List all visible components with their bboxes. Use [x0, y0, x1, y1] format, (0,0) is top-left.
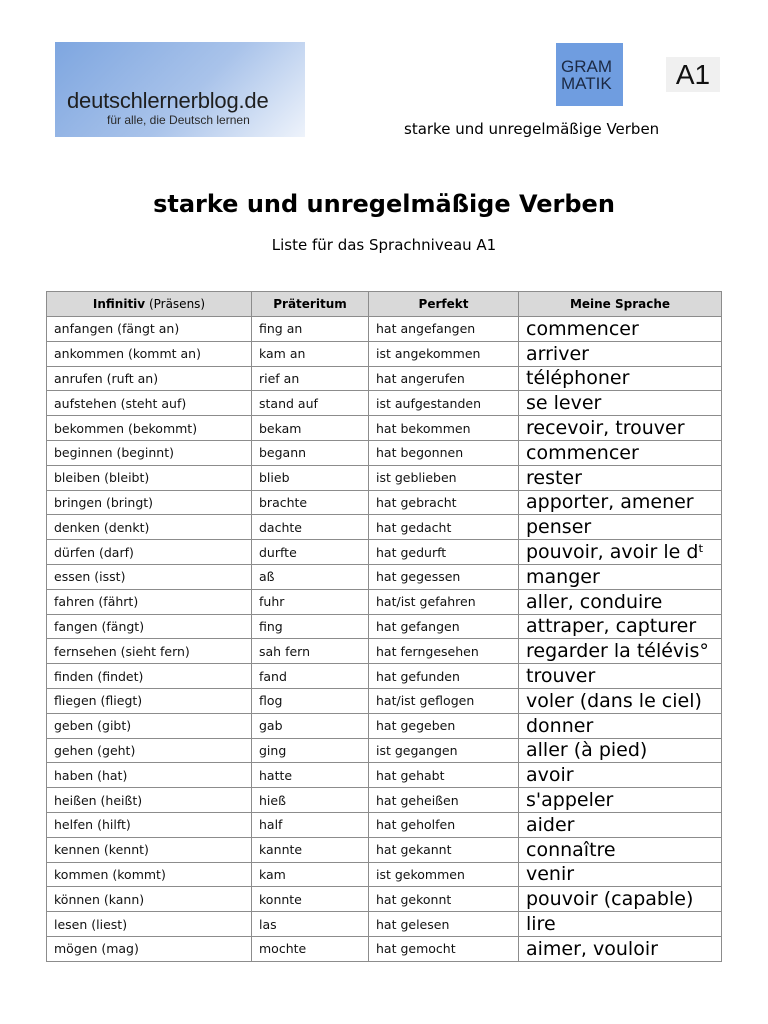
- infinitiv-cell: heißen (heißt): [47, 788, 252, 813]
- prateritum-cell: ging: [252, 738, 369, 763]
- translation-cell: apporter, amener: [519, 490, 722, 515]
- perfekt-cell: hat geheißen: [369, 788, 519, 813]
- prateritum-cell: fand: [252, 664, 369, 689]
- infinitiv-cell: beginnen (beginnt): [47, 440, 252, 465]
- infinitiv-cell: fernsehen (sieht fern): [47, 639, 252, 664]
- page-subtitle: Liste für das Sprachniveau A1: [271, 236, 497, 254]
- translation-cell: avoir: [519, 763, 722, 788]
- translation-cell: voler (dans le ciel): [519, 688, 722, 713]
- infinitiv-cell: bleiben (bleibt): [47, 465, 252, 490]
- prateritum-cell: fing an: [252, 317, 369, 342]
- infinitiv-cell: aufstehen (steht auf): [47, 391, 252, 416]
- table-row: [47, 341, 722, 366]
- prateritum-cell: fuhr: [252, 589, 369, 614]
- table-row: [47, 912, 722, 937]
- infinitiv-cell: essen (isst): [47, 564, 252, 589]
- infinitiv-cell: anfangen (fängt an): [47, 317, 252, 342]
- table-header-row: [47, 292, 722, 317]
- translation-cell: lire: [519, 912, 722, 937]
- table-row: [47, 664, 722, 689]
- verb-table: [46, 291, 722, 962]
- header-infinitiv-note: (Präsens): [145, 297, 206, 311]
- translation-cell: aimer, vouloir: [519, 936, 722, 961]
- prateritum-cell: rief an: [252, 366, 369, 391]
- header-prateritum: Präteritum: [252, 292, 369, 317]
- translation-cell: trouver: [519, 664, 722, 689]
- translation-cell: attraper, capturer: [519, 614, 722, 639]
- infinitiv-cell: finden (findet): [47, 664, 252, 689]
- table-row: [47, 366, 722, 391]
- infinitiv-cell: fliegen (fliegt): [47, 688, 252, 713]
- table-row: [47, 738, 722, 763]
- badge-line-1: GRAM: [561, 56, 612, 76]
- table-row: [47, 589, 722, 614]
- translation-cell: donner: [519, 713, 722, 738]
- blog-logo[interactable]: [55, 42, 305, 137]
- perfekt-cell: hat geholfen: [369, 812, 519, 837]
- translation-cell: se lever: [519, 391, 722, 416]
- infinitiv-cell: bekommen (bekommt): [47, 416, 252, 441]
- perfekt-cell: hat/ist geflogen: [369, 688, 519, 713]
- prateritum-cell: gab: [252, 713, 369, 738]
- table-row: [47, 837, 722, 862]
- translation-cell: manger: [519, 564, 722, 589]
- infinitiv-cell: mögen (mag): [47, 936, 252, 961]
- logo-text: deutschlernerblog.de: [67, 88, 269, 113]
- translation-cell: connaître: [519, 837, 722, 862]
- perfekt-cell: hat gefunden: [369, 664, 519, 689]
- translation-cell: regarder la télévis°: [519, 639, 722, 664]
- infinitiv-cell: ankommen (kommt an): [47, 341, 252, 366]
- table-row: [47, 763, 722, 788]
- prateritum-cell: hatte: [252, 763, 369, 788]
- perfekt-cell: hat gefangen: [369, 614, 519, 639]
- perfekt-cell: ist gekommen: [369, 862, 519, 887]
- level-badge: A1: [666, 57, 720, 92]
- translation-cell: arriver: [519, 341, 722, 366]
- table-row: [47, 465, 722, 490]
- table-row: [47, 812, 722, 837]
- translation-cell: s'appeler: [519, 788, 722, 813]
- perfekt-cell: hat angefangen: [369, 317, 519, 342]
- infinitiv-cell: dürfen (darf): [47, 540, 252, 565]
- prateritum-cell: sah fern: [252, 639, 369, 664]
- perfekt-cell: hat begonnen: [369, 440, 519, 465]
- table-row: [47, 515, 722, 540]
- header-subtitle: starke und unregelmäßige Verben: [404, 120, 660, 138]
- table-row: [47, 564, 722, 589]
- prateritum-cell: durfte: [252, 540, 369, 565]
- perfekt-cell: ist geblieben: [369, 465, 519, 490]
- translation-cell: commencer: [519, 317, 722, 342]
- prateritum-cell: dachte: [252, 515, 369, 540]
- translation-cell: commencer: [519, 440, 722, 465]
- perfekt-cell: ist gegangen: [369, 738, 519, 763]
- prateritum-cell: bekam: [252, 416, 369, 441]
- prateritum-cell: kam: [252, 862, 369, 887]
- table-row: [47, 688, 722, 713]
- infinitiv-cell: lesen (liest): [47, 912, 252, 937]
- translation-cell: aller, conduire: [519, 589, 722, 614]
- table-row: [47, 490, 722, 515]
- translation-cell: téléphoner: [519, 366, 722, 391]
- infinitiv-cell: fahren (fährt): [47, 589, 252, 614]
- perfekt-cell: hat gebracht: [369, 490, 519, 515]
- prateritum-cell: begann: [252, 440, 369, 465]
- table-row: [47, 788, 722, 813]
- infinitiv-cell: können (kann): [47, 887, 252, 912]
- translation-cell: venir: [519, 862, 722, 887]
- table-row: [47, 317, 722, 342]
- translation-cell: recevoir, trouver: [519, 416, 722, 441]
- perfekt-cell: hat gehabt: [369, 763, 519, 788]
- table-row: [47, 639, 722, 664]
- table-row: [47, 416, 722, 441]
- infinitiv-cell: denken (denkt): [47, 515, 252, 540]
- table-row: [47, 614, 722, 639]
- perfekt-cell: hat bekommen: [369, 416, 519, 441]
- perfekt-cell: hat gelesen: [369, 912, 519, 937]
- prateritum-cell: fing: [252, 614, 369, 639]
- prateritum-cell: las: [252, 912, 369, 937]
- prateritum-cell: stand auf: [252, 391, 369, 416]
- prateritum-cell: kannte: [252, 837, 369, 862]
- perfekt-cell: hat ferngesehen: [369, 639, 519, 664]
- prateritum-cell: flog: [252, 688, 369, 713]
- table-row: [47, 862, 722, 887]
- perfekt-cell: hat gegeben: [369, 713, 519, 738]
- table-row: [47, 440, 722, 465]
- header-meine-sprache: Meine Sprache: [519, 292, 722, 317]
- header-perfekt: Perfekt: [369, 292, 519, 317]
- infinitiv-cell: gehen (geht): [47, 738, 252, 763]
- infinitiv-cell: helfen (hilft): [47, 812, 252, 837]
- prateritum-cell: hieß: [252, 788, 369, 813]
- infinitiv-cell: anrufen (ruft an): [47, 366, 252, 391]
- prateritum-cell: half: [252, 812, 369, 837]
- table-row: [47, 540, 722, 565]
- prateritum-cell: kam an: [252, 341, 369, 366]
- perfekt-cell: ist angekommen: [369, 341, 519, 366]
- prateritum-cell: brachte: [252, 490, 369, 515]
- header-infinitiv: [47, 292, 252, 317]
- infinitiv-cell: fangen (fängt): [47, 614, 252, 639]
- infinitiv-cell: bringen (bringt): [47, 490, 252, 515]
- prateritum-cell: blieb: [252, 465, 369, 490]
- translation-cell: pouvoir, avoir le dᵗ: [519, 540, 722, 565]
- translation-cell: aider: [519, 812, 722, 837]
- perfekt-cell: hat gegessen: [369, 564, 519, 589]
- translation-cell: rester: [519, 465, 722, 490]
- infinitiv-cell: kennen (kennt): [47, 837, 252, 862]
- badge-line-2: MATIK: [561, 73, 612, 93]
- infinitiv-cell: kommen (kommt): [47, 862, 252, 887]
- infinitiv-cell: haben (hat): [47, 763, 252, 788]
- perfekt-cell: hat gemocht: [369, 936, 519, 961]
- translation-cell: penser: [519, 515, 722, 540]
- table-row: [47, 887, 722, 912]
- grammatik-badge: [556, 43, 623, 106]
- perfekt-cell: hat angerufen: [369, 366, 519, 391]
- table-row: [47, 936, 722, 961]
- prateritum-cell: mochte: [252, 936, 369, 961]
- table-row: [47, 713, 722, 738]
- header-infinitiv-label: Infinitiv: [92, 297, 146, 311]
- prateritum-cell: aß: [252, 564, 369, 589]
- logo-tagline: für alle, die Deutsch lernen: [107, 113, 250, 127]
- translation-cell: pouvoir (capable): [519, 887, 722, 912]
- perfekt-cell: hat gekonnt: [369, 887, 519, 912]
- perfekt-cell: hat gedacht: [369, 515, 519, 540]
- prateritum-cell: konnte: [252, 887, 369, 912]
- perfekt-cell: hat gekannt: [369, 837, 519, 862]
- table-row: [47, 391, 722, 416]
- perfekt-cell: ist aufgestanden: [369, 391, 519, 416]
- infinitiv-cell: geben (gibt): [47, 713, 252, 738]
- translation-cell: aller (à pied): [519, 738, 722, 763]
- perfekt-cell: hat/ist gefahren: [369, 589, 519, 614]
- page-title: starke und unregelmäßige Verben: [153, 190, 615, 218]
- perfekt-cell: hat gedurft: [369, 540, 519, 565]
